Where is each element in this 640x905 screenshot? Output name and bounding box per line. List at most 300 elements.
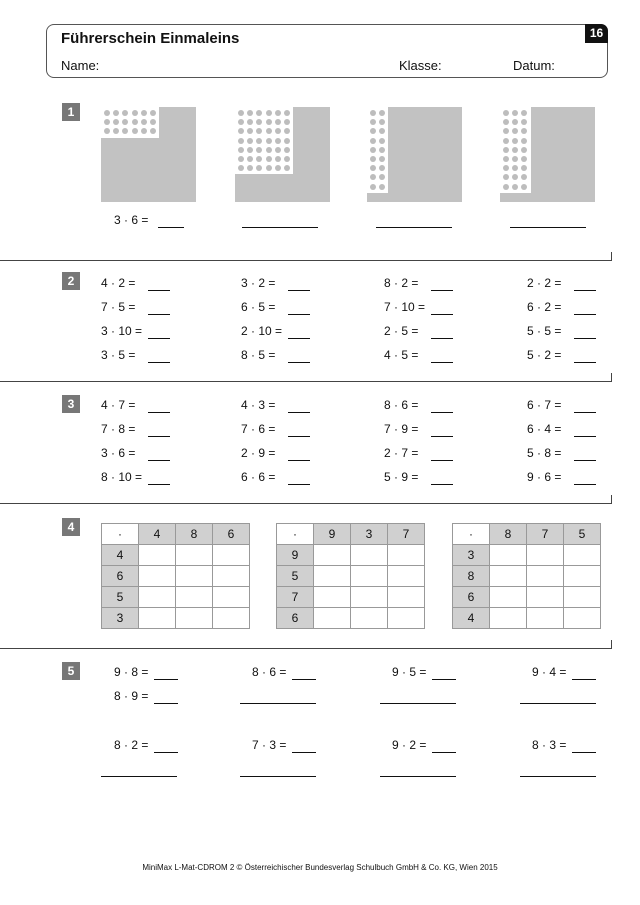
dot [266,138,272,144]
column-header-cell: 4 [139,524,176,545]
answer-line[interactable] [148,290,170,291]
dot [379,138,385,144]
equation: 4 · 3 = [241,398,276,412]
dot [379,156,385,162]
dot [113,128,119,134]
footer-copyright: MiniMax L-Mat-CDROM 2 © Österreichischer Bundesverlag Schulbuch GmbH & Co. KG, Wien 2015 [142,863,498,872]
table-row [277,566,425,587]
answer-line[interactable] [380,776,456,777]
answer-line[interactable] [574,460,596,461]
dot [238,119,244,125]
dot [122,110,128,116]
dot [521,138,527,144]
answer-line[interactable] [432,679,456,680]
answer-line[interactable] [520,776,596,777]
worksheet-title: Führerschein Einmaleins [61,30,240,47]
column-header-cell: 3 [351,524,388,545]
dot [238,138,244,144]
dot [132,110,138,116]
dot [512,119,518,125]
equation: 6 · 2 = [527,300,562,314]
dot [275,128,281,134]
table-header-row [102,524,250,545]
equation: 3 · 2 = [241,276,276,290]
dot [521,119,527,125]
dot [521,165,527,171]
answer-line[interactable] [148,460,170,461]
equation: 5 · 2 = [527,348,562,362]
dot [150,119,156,125]
section-1-badge: 1 [62,103,80,121]
dot-panel [500,107,531,193]
equation: 7 · 3 = [252,738,287,752]
answer-cell[interactable] [564,587,601,608]
answer-line[interactable] [574,484,596,485]
column-header-cell: 7 [527,524,564,545]
section-divider [0,260,612,261]
dot [521,184,527,190]
row-header-cell: 3 [102,608,139,629]
dot [379,184,385,190]
row-header-cell: 6 [102,566,139,587]
answer-line[interactable] [376,227,452,228]
dot-panel [235,107,293,174]
equation: 7 · 5 = [101,300,136,314]
answer-cell[interactable] [527,608,564,629]
dot [512,110,518,116]
answer-cell[interactable] [564,566,601,587]
dot [141,128,147,134]
answer-line[interactable] [288,436,310,437]
dot [266,119,272,125]
equation: 8 · 2 = [384,276,419,290]
operator-cell: · [277,524,314,545]
answer-line[interactable] [288,290,310,291]
answer-line[interactable] [572,752,596,753]
equation: 2 · 10 = [241,324,283,338]
divider-tick [611,373,612,381]
dot [370,165,376,171]
answer-cell[interactable] [314,608,351,629]
answer-line[interactable] [288,314,310,315]
equation: 7 · 10 = [384,300,426,314]
answer-cell[interactable] [351,545,388,566]
grey-square [500,107,595,202]
answer-line[interactable] [574,412,596,413]
multiplication-table [101,523,250,629]
answer-cell[interactable] [314,545,351,566]
dot [503,119,509,125]
table-header-row [453,524,601,545]
answer-line[interactable] [148,484,170,485]
dot [104,119,110,125]
equation: 4 · 2 = [101,276,136,290]
row-header-cell: 3 [453,545,490,566]
grey-square [367,107,462,202]
answer-cell[interactable] [490,545,527,566]
answer-line[interactable] [101,776,177,777]
answer-line[interactable] [288,484,310,485]
dot [247,110,253,116]
dot [379,174,385,180]
dot [238,156,244,162]
dot [503,156,509,162]
answer-line[interactable] [431,314,453,315]
dot [266,147,272,153]
dot [503,110,509,116]
dot [266,110,272,116]
dot [247,119,253,125]
answer-cell[interactable] [314,587,351,608]
dot [503,165,509,171]
section-2-badge: 2 [62,272,80,290]
equation: 8 · 3 = [532,738,567,752]
answer-line[interactable] [288,412,310,413]
answer-line[interactable] [574,290,596,291]
equation: 6 · 6 = [241,470,276,484]
answer-cell[interactable] [490,566,527,587]
answer-line[interactable] [148,314,170,315]
answer-line[interactable] [520,703,596,704]
equation: 3 · 10 = [101,324,143,338]
row-header-cell: 4 [102,545,139,566]
dot [512,184,518,190]
dot [256,165,262,171]
equation: 2 · 2 = [527,276,562,290]
section-divider [0,648,612,649]
grey-square [101,107,196,202]
dot [503,184,509,190]
dot [275,138,281,144]
dot [132,128,138,134]
answer-line[interactable] [292,679,316,680]
equation: 9 · 6 = [527,470,562,484]
multiplication-table [276,523,425,629]
dot [113,119,119,125]
class-label: Klasse: [399,58,442,73]
grey-square [235,107,330,202]
dot [503,138,509,144]
row-header-cell: 6 [277,608,314,629]
dot [512,156,518,162]
table-row [277,545,425,566]
answer-line[interactable] [154,703,178,704]
equation: 3 · 5 = [101,348,136,362]
answer-cell[interactable] [388,587,425,608]
equation: 7 · 8 = [101,422,136,436]
dot [284,138,290,144]
equation: 9 · 5 = [392,665,427,679]
answer-line[interactable] [431,362,453,363]
dot [238,147,244,153]
answer-cell[interactable] [176,566,213,587]
table-row [102,608,250,629]
equation: 7 · 9 = [384,422,419,436]
dot [521,147,527,153]
answer-line[interactable] [292,752,316,753]
dot [266,165,272,171]
dot [284,119,290,125]
row-header-cell: 7 [277,587,314,608]
dot [247,156,253,162]
dot [284,110,290,116]
section-4-badge: 4 [62,518,80,536]
equation: 7 · 6 = [241,422,276,436]
table-header-row [277,524,425,545]
dot [256,110,262,116]
answer-line[interactable] [431,460,453,461]
dot [512,174,518,180]
dot [503,128,509,134]
operator-cell: · [102,524,139,545]
row-header-cell: 6 [453,587,490,608]
equation: 9 · 2 = [392,738,427,752]
equation: 6 · 4 = [527,422,562,436]
dot [266,128,272,134]
dot [379,119,385,125]
equation: 9 · 4 = [532,665,567,679]
equation: 5 · 8 = [527,446,562,460]
dot [113,110,119,116]
header-box [46,24,608,78]
operator-cell: · [453,524,490,545]
answer-line[interactable] [431,484,453,485]
answer-cell[interactable] [176,587,213,608]
dot [370,138,376,144]
answer-cell[interactable] [388,608,425,629]
answer-line[interactable] [154,752,178,753]
dot [238,165,244,171]
column-header-cell: 7 [388,524,425,545]
dot [275,156,281,162]
table-row [102,566,250,587]
dot [521,128,527,134]
answer-line[interactable] [431,290,453,291]
section-5-badge: 5 [62,662,80,680]
divider-tick [611,640,612,648]
dot [141,110,147,116]
equation: 5 · 5 = [527,324,562,338]
answer-cell[interactable] [139,545,176,566]
column-header-cell: 6 [213,524,250,545]
table-row [453,545,601,566]
page-number: 16 [585,24,608,43]
dot [503,147,509,153]
column-header-cell: 9 [314,524,351,545]
dot [521,110,527,116]
name-label: Name: [61,58,100,73]
row-header-cell: 5 [102,587,139,608]
dot [275,119,281,125]
section-1-equation: 3 · 6 = [114,213,149,227]
equation: 6 · 7 = [527,398,562,412]
dot [284,147,290,153]
answer-line[interactable] [288,362,310,363]
section-3-badge: 3 [62,395,80,413]
dot [370,156,376,162]
table-row [277,587,425,608]
dot [379,147,385,153]
row-header-cell: 9 [277,545,314,566]
answer-line[interactable] [574,362,596,363]
dot [275,165,281,171]
section-divider [0,381,612,382]
table-row [453,608,601,629]
answer-cell[interactable] [213,587,250,608]
answer-cell[interactable] [490,608,527,629]
row-header-cell: 4 [453,608,490,629]
answer-cell[interactable] [139,608,176,629]
answer-cell[interactable] [527,566,564,587]
answer-cell[interactable] [176,545,213,566]
answer-line[interactable] [148,338,170,339]
answer-line[interactable] [574,338,596,339]
answer-line[interactable] [572,679,596,680]
answer-cell[interactable] [139,566,176,587]
column-header-cell: 5 [564,524,601,545]
equation: 8 · 10 = [101,470,143,484]
dot [141,119,147,125]
dot [284,165,290,171]
dot [370,174,376,180]
dot [370,147,376,153]
dot [247,128,253,134]
equation: 8 · 6 = [252,665,287,679]
dot [503,174,509,180]
row-header-cell: 8 [453,566,490,587]
answer-cell[interactable] [351,566,388,587]
dot [521,174,527,180]
equation: 5 · 9 = [384,470,419,484]
answer-line[interactable] [380,703,456,704]
divider-tick [611,495,612,503]
answer-line[interactable] [431,436,453,437]
answer-line[interactable] [288,338,310,339]
dot [512,128,518,134]
equation: 2 · 5 = [384,324,419,338]
answer-cell[interactable] [314,566,351,587]
table-row [102,587,250,608]
equation: 6 · 5 = [241,300,276,314]
answer-cell[interactable] [351,587,388,608]
answer-line[interactable] [431,412,453,413]
equation: 8 · 6 = [384,398,419,412]
dot [150,110,156,116]
answer-line[interactable] [154,679,178,680]
answer-line[interactable] [432,752,456,753]
equation: 3 · 6 = [101,446,136,460]
answer-cell[interactable] [527,545,564,566]
dot [247,147,253,153]
dot [256,138,262,144]
dot [370,119,376,125]
equation: 8 · 2 = [114,738,149,752]
section-divider [0,503,612,504]
equation: 8 · 5 = [241,348,276,362]
dot [512,138,518,144]
answer-cell[interactable] [564,545,601,566]
answer-line[interactable] [240,776,316,777]
answer-cell[interactable] [351,608,388,629]
dot [379,165,385,171]
answer-cell[interactable] [213,545,250,566]
table-row [102,545,250,566]
answer-line[interactable] [148,436,170,437]
answer-cell[interactable] [213,608,250,629]
dot [256,147,262,153]
dot [150,128,156,134]
answer-cell[interactable] [388,545,425,566]
dot-panel [367,107,388,193]
dot [132,119,138,125]
dot [512,147,518,153]
dot [247,138,253,144]
column-header-cell: 8 [176,524,213,545]
dot [122,128,128,134]
dot [275,110,281,116]
answer-line[interactable] [574,314,596,315]
answer-cell[interactable] [139,587,176,608]
column-header-cell: 8 [490,524,527,545]
table-row [277,608,425,629]
equation: 2 · 9 = [241,446,276,460]
dot [521,156,527,162]
answer-line[interactable] [574,436,596,437]
answer-line[interactable] [431,338,453,339]
dot [370,110,376,116]
answer-line[interactable] [510,227,586,228]
dot [238,110,244,116]
row-header-cell: 5 [277,566,314,587]
answer-line[interactable] [242,227,318,228]
divider-tick [611,252,612,260]
dot [256,119,262,125]
dot [256,128,262,134]
answer-cell[interactable] [176,608,213,629]
dot-panel [101,107,159,138]
equation: 4 · 7 = [101,398,136,412]
answer-cell[interactable] [388,566,425,587]
answer-cell[interactable] [564,608,601,629]
table-row [453,587,601,608]
dot [284,128,290,134]
dot [379,110,385,116]
answer-cell[interactable] [213,566,250,587]
dot [275,147,281,153]
answer-line[interactable] [158,227,184,228]
dot [104,110,110,116]
answer-line[interactable] [240,703,316,704]
answer-line[interactable] [148,362,170,363]
equation: 4 · 5 = [384,348,419,362]
dot [370,128,376,134]
dot [247,165,253,171]
dot [238,128,244,134]
dot [256,156,262,162]
answer-line[interactable] [148,412,170,413]
dot [370,184,376,190]
answer-cell[interactable] [527,587,564,608]
equation: 9 · 8 = [114,665,149,679]
dot [266,156,272,162]
dot [284,156,290,162]
answer-line[interactable] [288,460,310,461]
equation: 8 · 9 = [114,689,149,703]
dot [104,128,110,134]
answer-cell[interactable] [490,587,527,608]
dot [512,165,518,171]
dot [122,119,128,125]
